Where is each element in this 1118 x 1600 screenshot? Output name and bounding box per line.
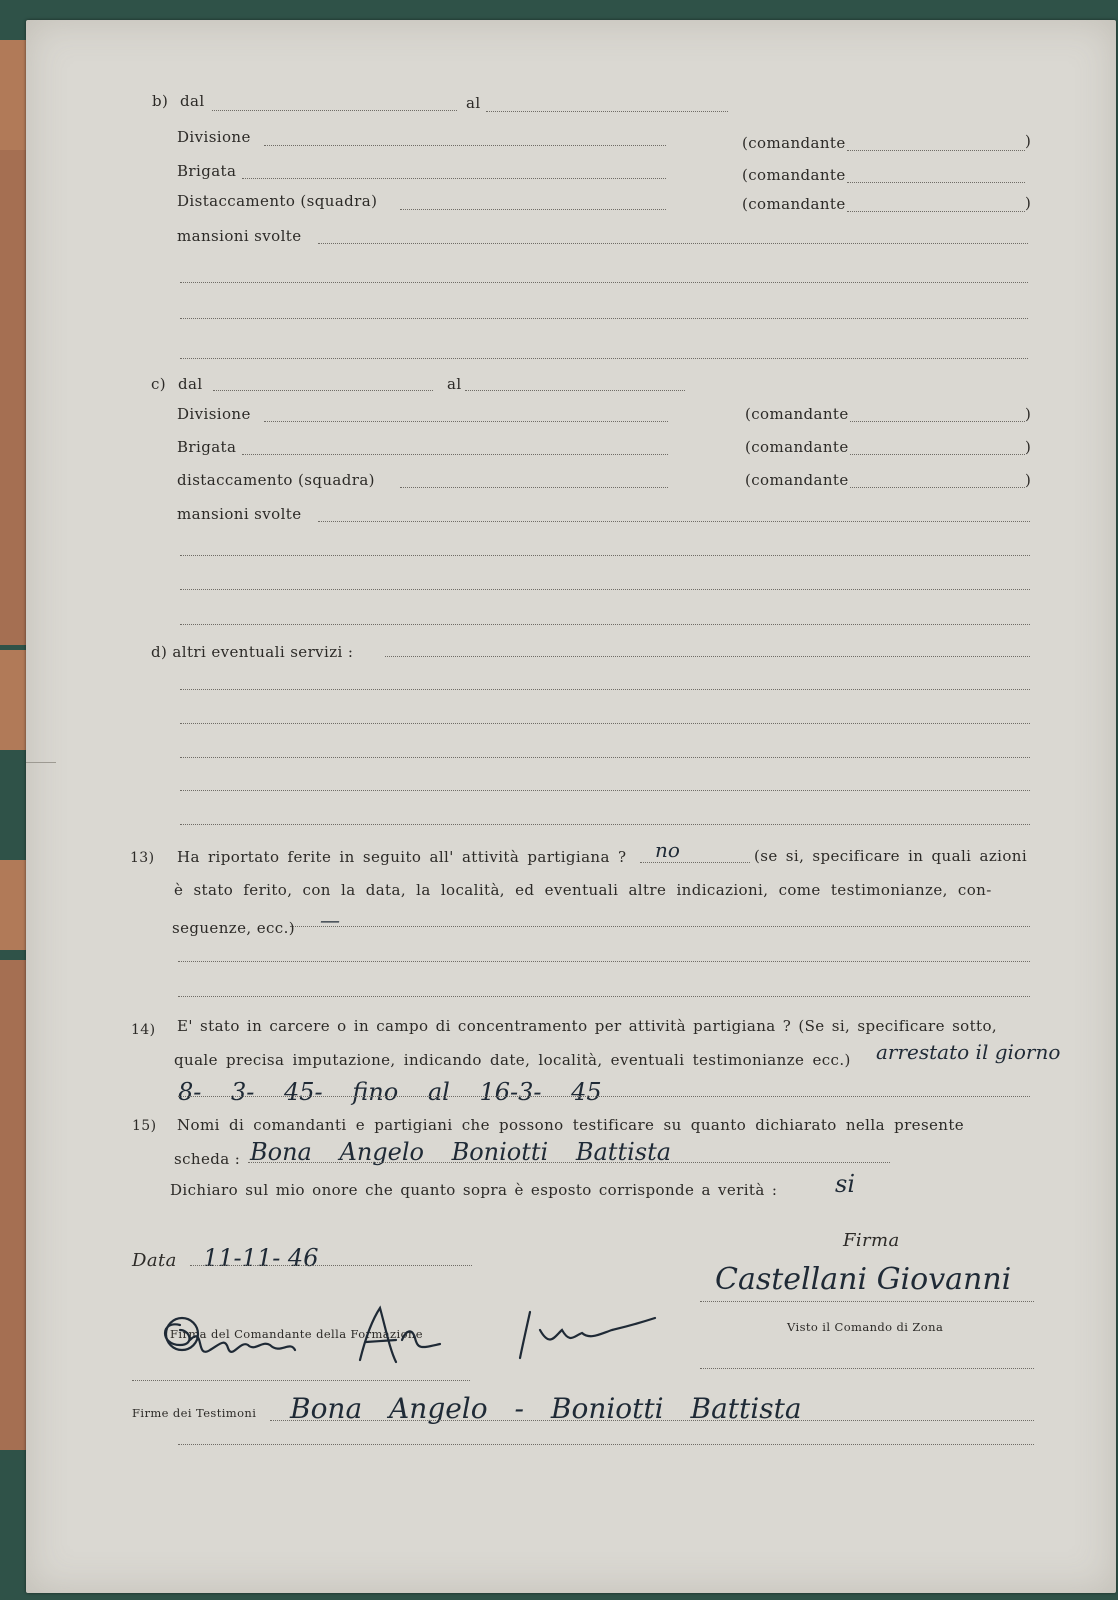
section-d-line[interactable] <box>180 790 1030 791</box>
section-c-brigata-comandante: (comandante <box>745 438 849 456</box>
visto-comando-field[interactable] <box>700 1368 1034 1369</box>
q14-field[interactable] <box>178 1096 1030 1097</box>
section-c-mansioni-field[interactable] <box>318 521 1030 522</box>
section-c-al-field[interactable] <box>465 390 685 391</box>
comandante-formazione-label: Firma del Comandante della Formazione <box>170 1327 423 1341</box>
section-d-line[interactable] <box>180 723 1030 724</box>
section-b-mansioni-field[interactable] <box>318 243 1028 244</box>
section-b-divisione-comandante-field[interactable] <box>847 150 1025 151</box>
section-b-al-field[interactable] <box>486 111 728 112</box>
section-b-distaccamento-field[interactable] <box>400 209 666 210</box>
section-b-distaccamento-comandante-field[interactable] <box>847 211 1025 212</box>
q13-answer-field[interactable] <box>640 862 750 863</box>
bracket-close: ) <box>1025 438 1032 456</box>
visto-comando-label: Visto il Comando di Zona <box>787 1320 944 1334</box>
section-c-brigata-label: Brigata <box>177 438 237 456</box>
section-c-divisione-comandante-field[interactable] <box>850 421 1025 422</box>
section-b-brigata-comandante: (comandante <box>742 166 846 184</box>
section-b-divisione-field[interactable] <box>264 145 666 146</box>
date-value: 11-11- 46 <box>203 1244 319 1272</box>
section-c-divisione-comandante: (comandante <box>745 405 849 423</box>
bracket-close: ) <box>1025 132 1032 150</box>
section-c-dal-label: dal <box>178 375 203 393</box>
section-b-divisione-label: Divisione <box>177 128 251 146</box>
q14-question-line2: quale precisa imputazione, indicando date, località, eventuali testimonianze ecc.) <box>174 1051 851 1069</box>
q13-line[interactable] <box>178 996 1030 997</box>
q13-question-cont: (se si, specificare in quali azioni <box>754 847 1028 865</box>
section-c-mansioni-line[interactable] <box>180 624 1030 625</box>
section-b-brigata-field[interactable] <box>242 178 666 179</box>
section-b-mansioni-line[interactable] <box>180 318 1028 319</box>
q13-dash: — <box>320 908 340 932</box>
section-b-brigata-comandante-field[interactable] <box>847 182 1025 183</box>
q15-number: 15) <box>132 1118 157 1134</box>
bracket-close: ) <box>1025 194 1032 212</box>
q15-question: Nomi di comandanti e partigiani che possono testificare su quanto dichiarato nella presente <box>177 1116 965 1134</box>
section-b-dal-field[interactable] <box>212 110 457 111</box>
section-b-al-label: al <box>466 94 481 112</box>
section-c-mansioni-line[interactable] <box>180 555 1030 556</box>
section-c-divisione-label: Divisione <box>177 405 251 423</box>
testimoni-line[interactable] <box>178 1444 1034 1445</box>
q15-answer: Bona Angelo Boniotti Battista <box>250 1138 672 1166</box>
section-b-mansioni-label: mansioni svolte <box>177 227 302 245</box>
q15-scheda-label: scheda : <box>174 1150 241 1168</box>
section-c-brigata-field[interactable] <box>242 454 668 455</box>
q13-answer: no <box>655 838 680 862</box>
section-c-divisione-field[interactable] <box>264 421 668 422</box>
q13-question-line2: è stato ferito, con la data, la località, ed eventuali altre indicazioni, come testimonianze, con- <box>174 881 992 899</box>
section-b-brigata-label: Brigata <box>177 162 237 180</box>
q14-answer-line2: 8- 3- 45- fino al 16-3- 45 <box>178 1078 602 1106</box>
testimoni-signature: Bona Angelo - Boniotti Battista <box>290 1392 802 1425</box>
section-b-mansioni-line[interactable] <box>180 282 1028 283</box>
section-c-distaccamento-field[interactable] <box>400 487 668 488</box>
comandante-field[interactable] <box>132 1380 470 1381</box>
comandante-signature <box>150 1300 690 1400</box>
bracket-close: ) <box>1025 405 1032 423</box>
testimoni-label: Firme dei Testimoni <box>132 1406 257 1420</box>
q13-question: Ha riportato ferite in seguito all' attività partigiana ? <box>177 848 627 866</box>
q13-question-line3: seguenze, ecc.) <box>172 919 295 937</box>
section-c-al-label: al <box>447 375 462 393</box>
firma-field[interactable] <box>700 1301 1034 1302</box>
section-b-marker: b) <box>152 92 169 110</box>
section-c-distaccamento-comandante: (comandante <box>745 471 849 489</box>
declaration-answer: si <box>835 1170 855 1198</box>
q14-number: 14) <box>131 1022 156 1038</box>
section-b-divisione-comandante: (comandante <box>742 134 846 152</box>
bracket-close: ) <box>1025 471 1032 489</box>
section-c-brigata-comandante-field[interactable] <box>850 454 1025 455</box>
declaration-text: Dichiaro sul mio onore che quanto sopra è esposto corrisponde a verità : <box>170 1181 778 1199</box>
q13-number: 13) <box>130 850 155 866</box>
firma-label: Firma <box>843 1230 900 1251</box>
q14-answer-line1: arrestato il giorno <box>876 1040 1061 1064</box>
section-d-label: d) altri eventuali servizi : <box>151 643 354 661</box>
section-d-line[interactable] <box>180 824 1030 825</box>
section-c-mansioni-line[interactable] <box>180 589 1030 590</box>
section-b-mansioni-line[interactable] <box>180 358 1028 359</box>
section-b-distaccamento-comandante: (comandante <box>742 195 846 213</box>
section-b-dal-label: dal <box>180 92 205 110</box>
section-d-line[interactable] <box>180 757 1030 758</box>
data-label: Data <box>132 1250 177 1271</box>
section-c-distaccamento-comandante-field[interactable] <box>850 487 1025 488</box>
section-c-distaccamento-label: distaccamento (squadra) <box>177 471 375 489</box>
section-b-distaccamento-label: Distaccamento (squadra) <box>177 192 378 210</box>
q15-field[interactable] <box>248 1162 890 1163</box>
q13-line[interactable] <box>178 961 1030 962</box>
section-c-marker: c) <box>151 375 167 393</box>
section-d-field[interactable] <box>385 656 1030 657</box>
date-field[interactable] <box>190 1265 472 1266</box>
testimoni-field[interactable] <box>270 1420 1034 1421</box>
section-d-line[interactable] <box>180 689 1030 690</box>
section-c-dal-field[interactable] <box>213 390 433 391</box>
q13-field[interactable] <box>290 926 1030 927</box>
firma-signature: Castellani Giovanni <box>715 1262 1012 1297</box>
paper-fold-mark <box>26 762 56 764</box>
section-c-mansioni-label: mansioni svolte <box>177 505 302 523</box>
q14-question: E' stato in carcere o in campo di concentramento per attività partigiana ? (Se si, specificare sotto, <box>177 1017 998 1035</box>
